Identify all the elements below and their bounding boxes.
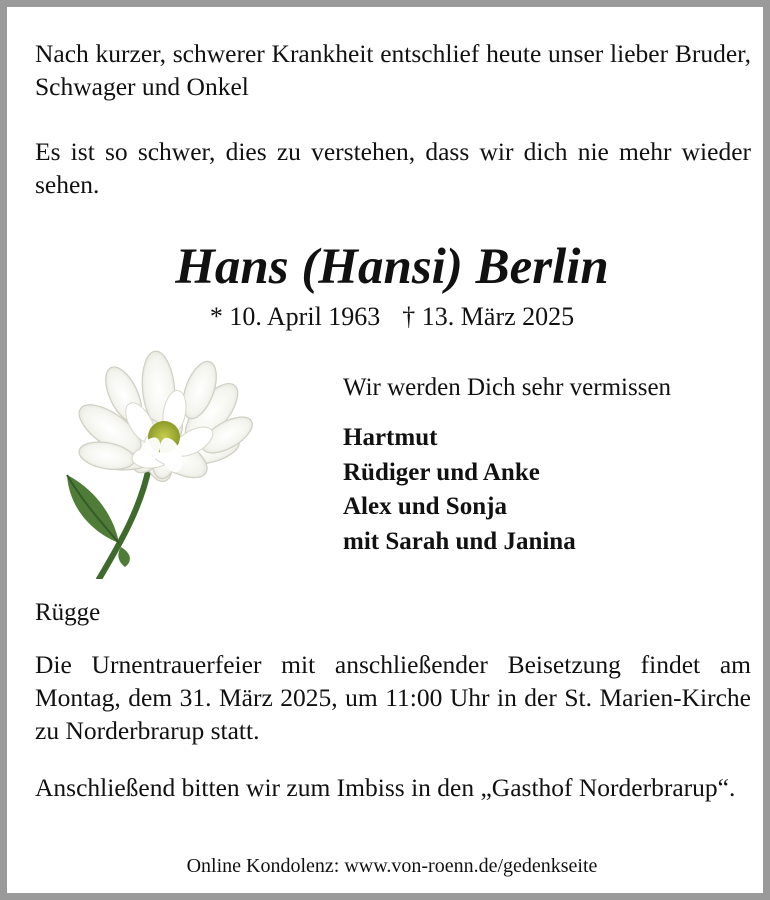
reception-details: Anschließend bitten wir zum Imbiss in den „Gasthof Norderbrarup“. [35,773,736,802]
white-flower-icon [21,317,283,579]
mourner-name: mit Sarah und Janina [343,527,576,555]
mourner-name: Alex und Sonja [343,493,507,520]
mourner-name: Rüdiger und Anke [343,458,540,486]
mourner-name: Hartmut [343,424,438,451]
intro-text: Nach kurzer, schwerer Krankheit entschlief heute unser lieber Bruder, Schwager und Onkel [35,39,751,101]
birth-date: * 10. April 1963 [209,302,381,331]
deceased-name: Hans (Hansi) Berlin [175,239,609,295]
service-details: Die Urnentrauerfeier mit anschließender Beisetzung findet am Montag, dem 31. März 2025, um 11:00 Uhr in der St. Marien-Kirche zu Norderbrarup statt. [35,650,751,745]
online-condolence: Online Kondolenz: www.von-roenn.de/gedenkseite [186,855,598,877]
death-date: † 13. März 2025 [402,302,575,331]
mourner-list [343,421,576,559]
place-name: Rügge [35,599,101,626]
intro-quote: Es ist so schwer, dies zu verstehen, dass wir dich nie mehr wieder sehen. [35,137,751,199]
mourner-message: Wir werden Dich sehr vermissen [343,374,672,401]
